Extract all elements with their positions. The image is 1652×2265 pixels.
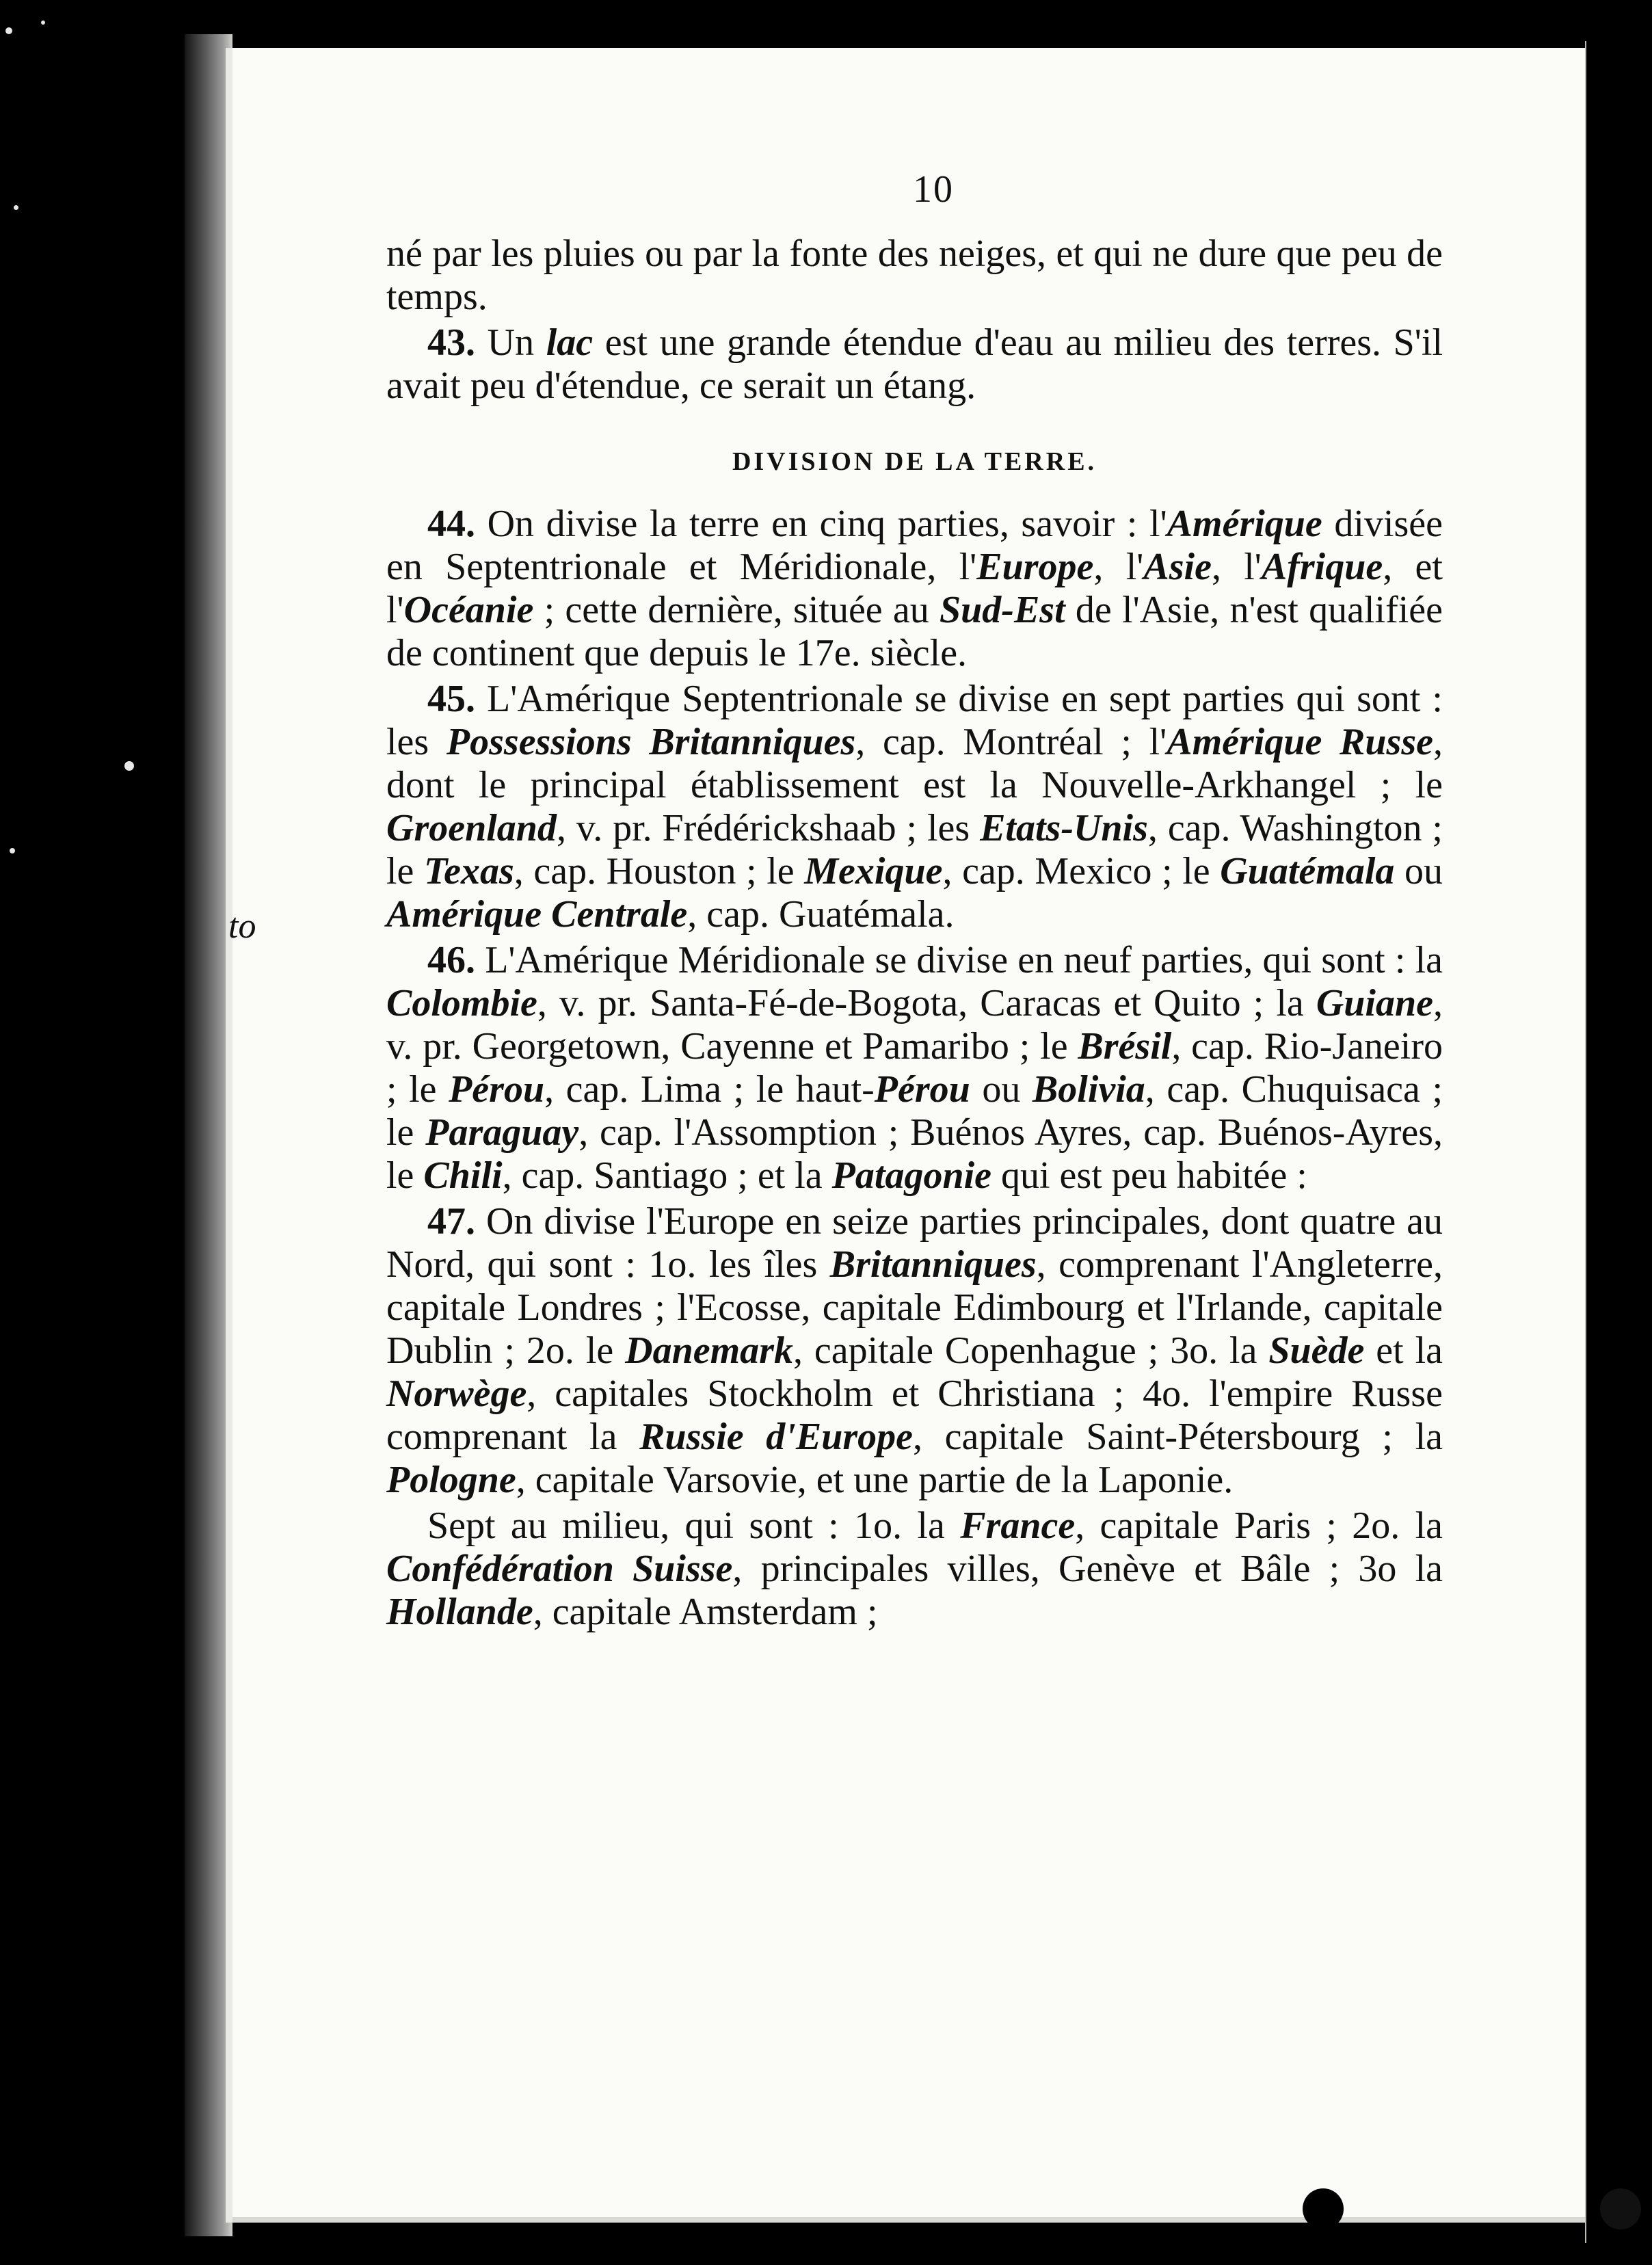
text-run: , cap. Santiago ; et la	[502, 1154, 832, 1197]
text-run: et la	[1364, 1329, 1443, 1372]
text-run: né par les pluies ou par la fonte des neiges, et qui ne dure que peu de temps.	[386, 233, 1443, 318]
text-run: , capitale Amsterdam ;	[533, 1591, 878, 1633]
term-guiane: Guiane	[1316, 982, 1433, 1024]
paragraph-45	[386, 678, 1443, 936]
text-run: , cap. Mexico ; le	[942, 850, 1221, 892]
term-sud-est: Sud-Est	[940, 589, 1065, 631]
paragraph-number: 45.	[427, 678, 475, 720]
term-haut-perou: Pérou	[874, 1068, 970, 1111]
text-run: ou	[970, 1068, 1032, 1111]
text-run: , comprenant l'Angleterre, capitale Londres ; l'Ecosse, capitale Edimbourg et l'Irlande, capitale Dublin ; 2o. le	[386, 1243, 1443, 1372]
text-run: , cap. Rio-Janeiro ; le	[386, 1025, 1443, 1111]
term-afrique: Afrique	[1261, 546, 1383, 588]
text-run: qui est peu habitée :	[991, 1154, 1307, 1197]
text-run: Un	[487, 321, 546, 364]
text-run: , cap. Guatémala.	[687, 893, 955, 936]
term-mexique: Mexique	[804, 850, 943, 892]
text-run: , dont le principal établissement est la Nouvelle-Arkhangel ; le	[386, 721, 1443, 806]
text-run: , et l'	[386, 546, 1443, 631]
paragraph-47-continued	[386, 1505, 1443, 1634]
term-france: France	[960, 1505, 1076, 1547]
term-oceanie: Océanie	[403, 589, 534, 631]
text-run: , cap. Washington ; le	[386, 807, 1443, 892]
term-amerique: Amérique	[1167, 503, 1322, 545]
text-run: , capitale Paris ; 2o. la	[1075, 1505, 1443, 1547]
paragraph-42-continued	[386, 233, 1443, 319]
term-danemark: Danemark	[625, 1329, 793, 1372]
paragraph-number: 44.	[427, 503, 475, 545]
text-run: , v. pr. Frédérickshaab ; les	[556, 807, 981, 849]
paragraph-46	[386, 939, 1443, 1197]
text-run: L'Amérique Septentrionale se divise en sept parties qui sont : les	[386, 678, 1443, 763]
page-number: 10	[913, 168, 954, 211]
text-run: , capitale Copenhague ; 3o. la	[792, 1329, 1269, 1372]
term-europe: Europe	[976, 546, 1094, 588]
paragraph-44	[386, 503, 1443, 675]
text-run: On divise la terre en cinq parties, savoir : l'	[487, 503, 1167, 545]
term-colombie: Colombie	[386, 982, 537, 1024]
text-run: , v. pr. Georgetown, Cayenne et Pamaribo ; le	[386, 982, 1443, 1068]
term-chili: Chili	[423, 1154, 503, 1197]
scan-blot	[1600, 2188, 1641, 2229]
scan-speck	[41, 21, 45, 25]
text-run: , cap. Chuquisaca ; le	[386, 1068, 1443, 1154]
text-run: est une grande étendue d'eau au milieu des terres. S'il avait peu d'étendue, ce serait un étang.	[386, 321, 1443, 407]
paragraph-number: 47.	[427, 1200, 475, 1243]
body-text	[386, 233, 1443, 1637]
text-run: On divise l'Europe en seize parties principales, dont quatre au Nord, qui sont : 1o. les îles	[386, 1200, 1443, 1286]
text-run: , l'	[1093, 546, 1144, 588]
scan-speck	[124, 761, 134, 771]
paragraph-number: 46.	[427, 939, 475, 981]
term-norwege: Norwège	[386, 1373, 527, 1415]
text-run: , v. pr. Santa-Fé-de-Bogota, Caracas et Quito ; la	[537, 982, 1316, 1024]
term-perou: Pérou	[449, 1068, 545, 1111]
term-hollande: Hollande	[386, 1591, 533, 1633]
text-run: , cap. Montréal ; l'	[855, 721, 1167, 763]
text-run: , cap. Lima ; le haut-	[544, 1068, 875, 1111]
text-run: L'Amérique Méridionale se divise en neuf parties, qui sont : la	[485, 939, 1443, 981]
text-run: , cap. l'Assomption ; Buénos Ayres, cap. Buénos-Ayres, le	[386, 1111, 1443, 1197]
scan-speck	[14, 205, 18, 210]
term-suede: Suède	[1268, 1329, 1365, 1372]
term-asie: Asie	[1143, 546, 1212, 588]
text-run: ou	[1394, 850, 1443, 892]
text-run: ; cette dernière, située au	[533, 589, 940, 631]
margin-annotation: to	[228, 907, 256, 946]
text-run: , capitale Saint-Pétersbourg ; la	[912, 1416, 1443, 1458]
scan-speck	[10, 848, 15, 853]
term-amerique-russe: Amérique Russe	[1167, 721, 1433, 763]
text-run: Sept au milieu, qui sont : 1o. la	[427, 1505, 961, 1547]
scan-speck	[5, 27, 12, 34]
text-run: , capitales Stockholm et Christiana ; 4o. l'empire Russe comprenant la	[386, 1373, 1443, 1458]
term-possessions-britanniques: Possessions Britanniques	[446, 721, 856, 763]
term-guatemala: Guatémala	[1220, 850, 1395, 892]
section-heading: DIVISION DE LA TERRE.	[732, 447, 1097, 476]
term-amerique-centrale: Amérique Centrale	[386, 893, 688, 936]
term-etats-unis: Etats-Unis	[980, 807, 1148, 849]
term-confederation-suisse: Confédération Suisse	[386, 1548, 733, 1590]
term-bresil: Brésil	[1078, 1025, 1172, 1068]
text-run: , capitale Varsovie, et une partie de la Laponie.	[516, 1459, 1234, 1501]
text-run: de l'Asie, n'est qualifiée de continent que depuis le 17e. siècle.	[386, 589, 1443, 674]
paragraph-47	[386, 1200, 1443, 1502]
term-russie-europe: Russie d'Europe	[639, 1416, 913, 1458]
term-lac: lac	[546, 321, 594, 364]
term-britanniques: Britanniques	[829, 1243, 1037, 1286]
text-run: divisée en Septentrionale et Méridionale, l'	[386, 503, 1443, 588]
paragraph-number: 43.	[427, 321, 475, 364]
term-paraguay: Paraguay	[425, 1111, 579, 1154]
book-spine	[1586, 0, 1652, 2265]
term-bolivia: Bolivia	[1032, 1068, 1145, 1111]
paragraph-43	[386, 321, 1443, 408]
scan-blot	[1303, 2188, 1344, 2229]
term-texas: Texas	[424, 850, 514, 892]
term-pologne: Pologne	[386, 1459, 516, 1501]
text-run: , cap. Houston ; le	[514, 850, 805, 892]
text-run: , principales villes, Genève et Bâle ; 3o la	[732, 1548, 1443, 1590]
term-patagonie: Patagonie	[831, 1154, 991, 1197]
text-run: , l'	[1211, 546, 1262, 588]
term-groenland: Groenland	[386, 807, 557, 849]
